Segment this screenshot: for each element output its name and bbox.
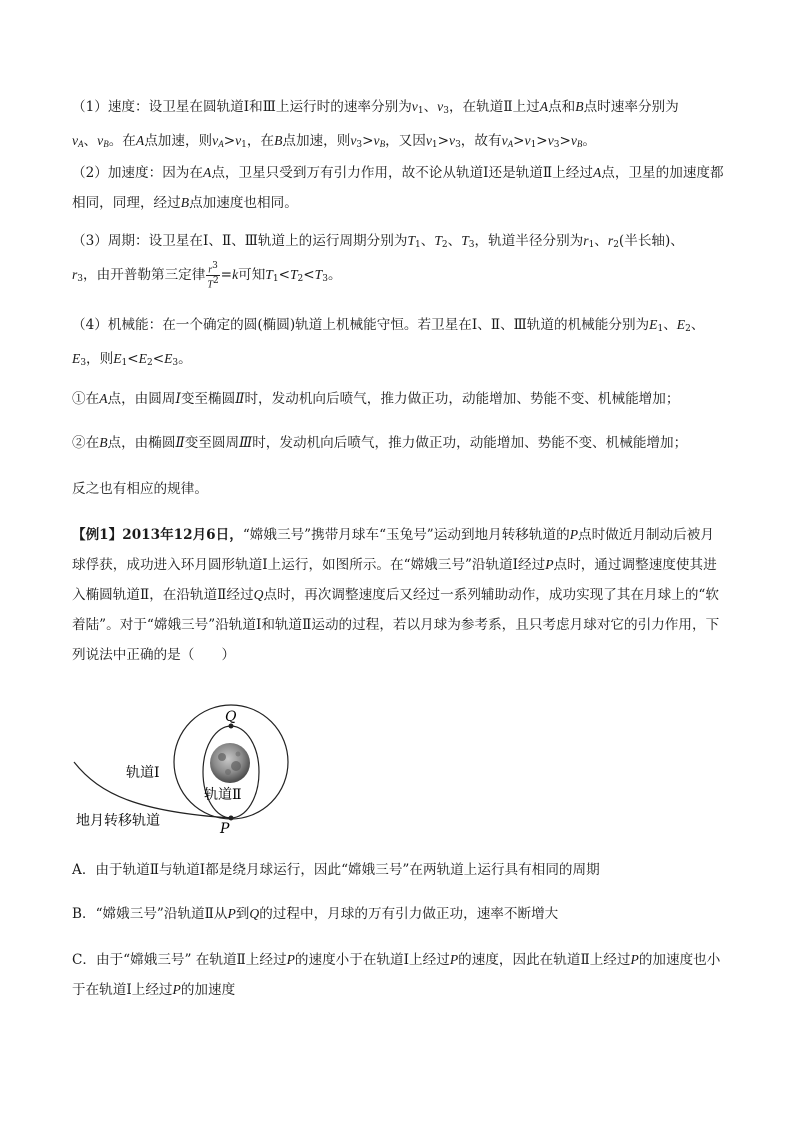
label-orbit-2: 轨道Ⅱ <box>204 787 242 803</box>
paragraph-period: （3）周期：设卫星在Ⅰ、Ⅱ、Ⅲ轨道上的运行周期分别为$T_1$、$T_2$、$T_3$，轨道半径分别为$r_1$、$r_2$(半长轴)、 $r_3$，由开普勒第三定律 $\frac{r^3}{T^2}$ =k可知$T_1<T_2<T_3$。 <box>72 233 684 291</box>
paragraph-conclusion: 反之也有相应的规律。 <box>72 481 208 497</box>
orbit-diagram <box>70 700 330 835</box>
example-body: “嫦娥三号”携带月球车“玉兔号”运动到地月转移轨道的P点时做近月制动后被月球俘获，成功进入环月圆形轨道Ⅰ上运行，如图所示。在“嫦娥三号”沿轨道Ⅰ经过P点时，通过调整速度使其进入椭圆轨道Ⅱ，在沿轨道Ⅱ经过Q点时，再次调整速度后又经过一系列辅助动作，成功实现了其在月球上的“软着陆”。对于“嫦娥三号”沿轨道Ⅰ和轨道Ⅱ运动的过程，若以月球为参考系，且只考虑月球对它的引力作用，下列说法中正确的是（ ） <box>72 527 720 663</box>
kepler-fraction: $\frac{r^3}{T^2}$ <box>207 260 219 291</box>
paragraph-point-b: ②在B点，由椭圆Ⅱ变至圆周Ⅲ时，发动机向后喷气，推力做正功，动能增加、势能不变、机械能增加； <box>72 435 688 451</box>
speed-text-a: （1）速度：设卫星在圆轨道Ⅰ和Ⅲ上运行时的速率分别为 <box>72 99 412 115</box>
speed-line-2: $v_A$、$v_B$。在A点加速，则$v_A>v_1$，在B点加速，则$v_3>v_B$，又因$v_1>v_3$，故有$v_A>v_1>v_3>v_B$。 <box>72 133 596 150</box>
paragraph-acceleration <box>72 158 724 218</box>
example-tag: 【例1】2013年12月6日， <box>72 527 243 543</box>
label-orbit-1: 轨道Ⅰ <box>126 765 160 781</box>
example-1 <box>72 520 724 670</box>
option-b: B．“嫦娥三号”沿轨道Ⅱ从P到Q的过程中，月球的万有引力做正功，速率不断增大 <box>72 906 559 922</box>
paragraph-mechanical-energy: （4）机械能：在一个确定的圆(椭圆)轨道上机械能守恒。若卫星在Ⅰ、Ⅱ、Ⅲ轨道的机械能分别为$E_1$、$E_2$、 $E_3$，则$E_1<E_2<E_3$。 <box>72 317 705 368</box>
paragraph-point-a: ①在A点，由圆周Ⅰ变至椭圆Ⅱ时，发动机向后喷气，推力做正功，动能增加、势能不变、机械能增加； <box>72 391 680 407</box>
point-p-dot <box>229 816 234 821</box>
label-transfer-orbit: 地月转移轨道 <box>76 813 160 829</box>
option-a: A．由于轨道Ⅱ与轨道Ⅰ都是绕月球运行，因此“嫦娥三号”在两轨道上运行具有相同的周期 <box>72 862 600 878</box>
label-p: P <box>220 821 230 835</box>
acceleration-text: （2）加速度：因为在A点，卫星只受到万有引力作用，故不论从轨道Ⅰ还是轨道Ⅱ上经过A点，卫星的加速度都相同，同理，经过B点加速度也相同。 <box>72 165 724 211</box>
option-c: C．由于“嫦娥三号” 在轨道Ⅱ上经过P的速度小于在轨道Ⅰ上经过P的速度，因此在轨道Ⅱ上经过P的加速度也小于在轨道Ⅰ上经过P的加速度 <box>72 952 721 998</box>
moon-icon <box>210 743 250 783</box>
label-q: Q <box>225 709 237 725</box>
paragraph-speed: （1）速度：设卫星在圆轨道Ⅰ和Ⅲ上运行时的速率分别为$v_1$、$v_3$，在轨道Ⅱ上过A点和B点时速率分别为 $v_A$、$v_B$。在A点加速，则$v_A>v_1$，在B点加速，则$v_3>v_B$，又因$v_1>v_3$，故有$v_A>v_1>v_3>v_B$。 <box>72 99 679 150</box>
